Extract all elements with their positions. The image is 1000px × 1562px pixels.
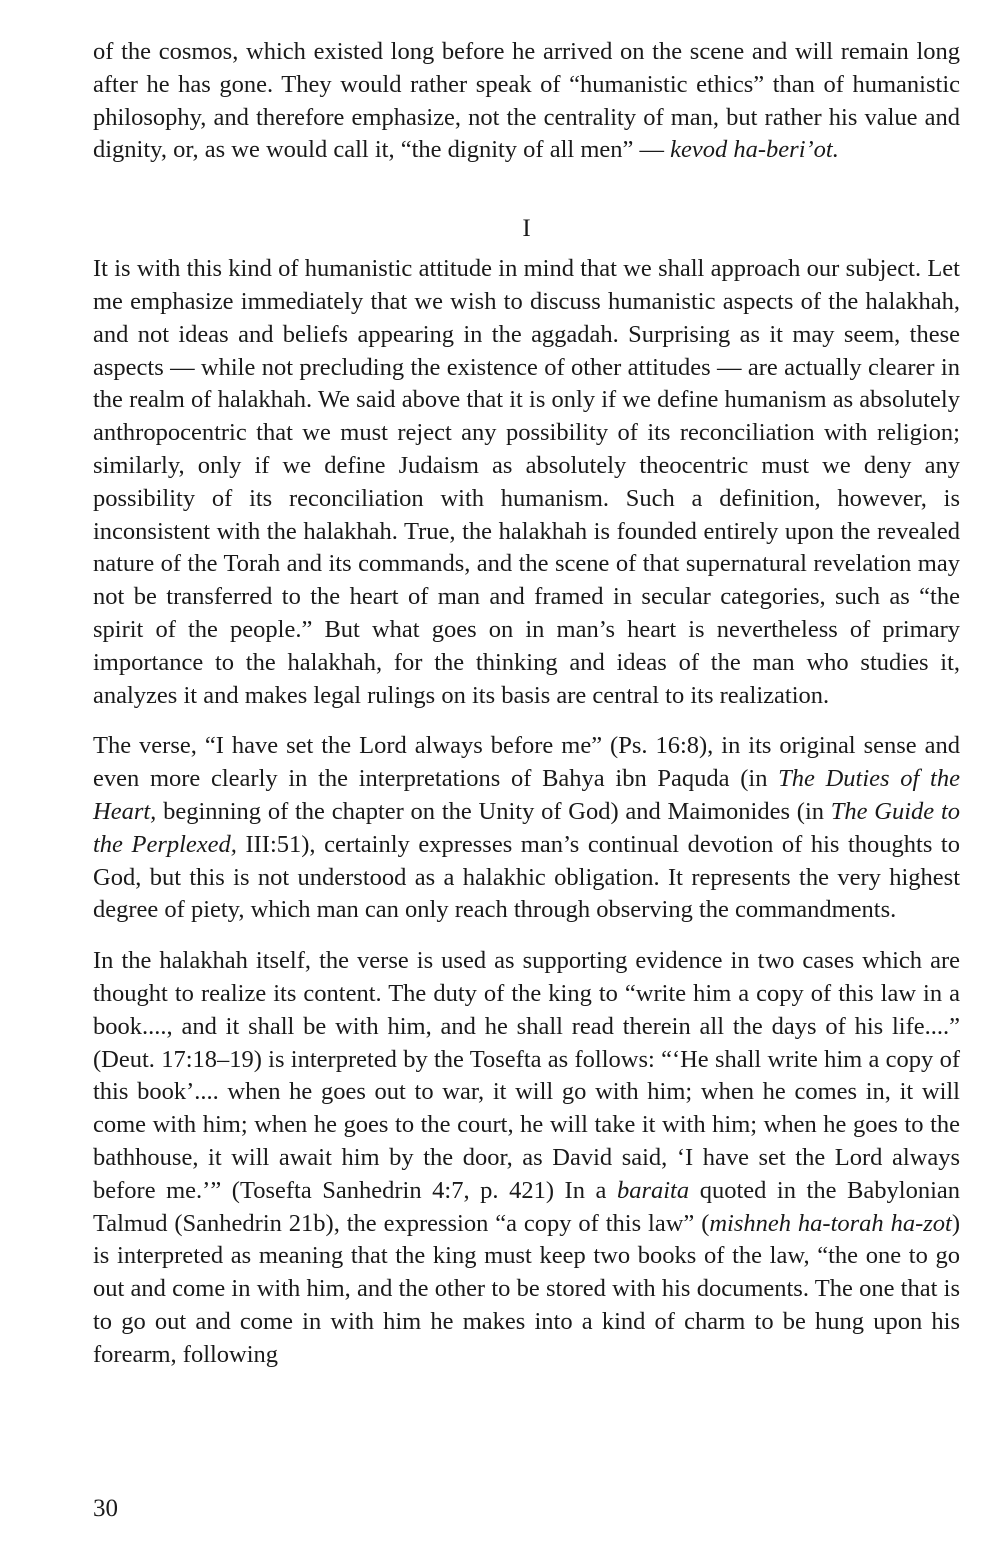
text-run: III:51), certainly expresses man’s continual devotion of his thoughts to God, but this is not understood as a halakhic obligation. It represents the very highest degree of piety, which man can only reach through observing the commandments. [93,830,960,924]
paragraph [93,36,960,167]
italic-text: baraita [616,1176,690,1204]
text-run: of the cosmos, which existed long before he arrived on the scene and will remain long after he has gone. They would rather speak of “humanistic ethics” than of humanistic philosophy, and therefore emphasize, not the centrality of man, but rather his value and dignity, or, as we would call it, “the dignity of all men” — [93,38,960,164]
italic-text: The Duties of the Heart, [93,765,960,825]
italic-text: mishneh ha-torah ha-zot [709,1209,952,1237]
text-run: It is with this kind of humanistic attitude in mind that we shall approach our subject. Let me emphasize immediately that we wish to discuss humanistic aspects of the halakhah, and not ideas and beliefs appearing in the aggadah. Surprising as it may seem, these aspects — while not precluding the existence of other attitudes — are actually clearer in the realm of halakhah. We said above that it is only if we define humanism as absolutely anthropocentric that we must reject any possibility of its reconciliation with religion; similarly, only if we define Judaism as absolutely theocentric must we deny any possibility of its reconciliation with humanism. Such a definition, however, is inconsistent with the halakhah. True, the halakhah is founded entirely upon the revealed nature of the Torah and its commands, and the scene of that supernatural revelation may not be transferred to the heart of man and framed in secular categories, such as “the spirit of the people.” But what goes on in man’s heart is nevertheless of primary importance to the halakhah, for the thinking and ideas of the man who studies it, analyzes it and makes legal rulings on its basis are central to its realization. [93,255,960,709]
section-heading: I [522,215,531,243]
italic-text: kevod ha-beri’ot. [670,136,839,164]
paragraph [93,945,960,1371]
text-run: beginning of the chapter on the Unity of God) and Maimonides (in [156,797,831,825]
text-run: The verse, “I have set the Lord always before me” (Ps. 16:8), in its original sense and even more clearly in the interpretations of Bahya ibn Paquda (in [93,732,960,793]
text-run: quoted in the Babylonian Talmud (Sanhedrin 21b), the expression “a copy of this law” ( [93,1176,960,1237]
text-run: In the halakhah itself, the verse is used as supporting evidence in two cases which are thought to realize its content. The duty of the king to “write him a copy of this law in a book...., and it shall be with him, and he shall read therein all the days of his life....” (Deut. 17:18–19) is interpreted by the Tosefta as follows: “‘He shall write him a copy of this book’.... when he goes out to war, it will go with him; when he comes in, it will come with him; when he goes to the court, he will take it with him; when he goes to the bathhouse, it will await him by the door, as David said, ‘I have set the Lord always before me.’” (Tosefta Sanhedrin 4:7, p. 421) In a [93,947,960,1204]
text-run: ) is interpreted as meaning that the king must keep two books of the law, “the one to go out and come in with him, and the other to be stored with his documents. The one that is to go out and come in with him he makes into a kind of charm to be hung upon his forearm, following [93,1209,960,1368]
paragraph [93,253,960,712]
paragraph [93,730,960,927]
page-number: 30 [93,1495,118,1522]
italic-text: The Guide to the Perplexed, [93,797,960,858]
page-body [93,36,960,1371]
